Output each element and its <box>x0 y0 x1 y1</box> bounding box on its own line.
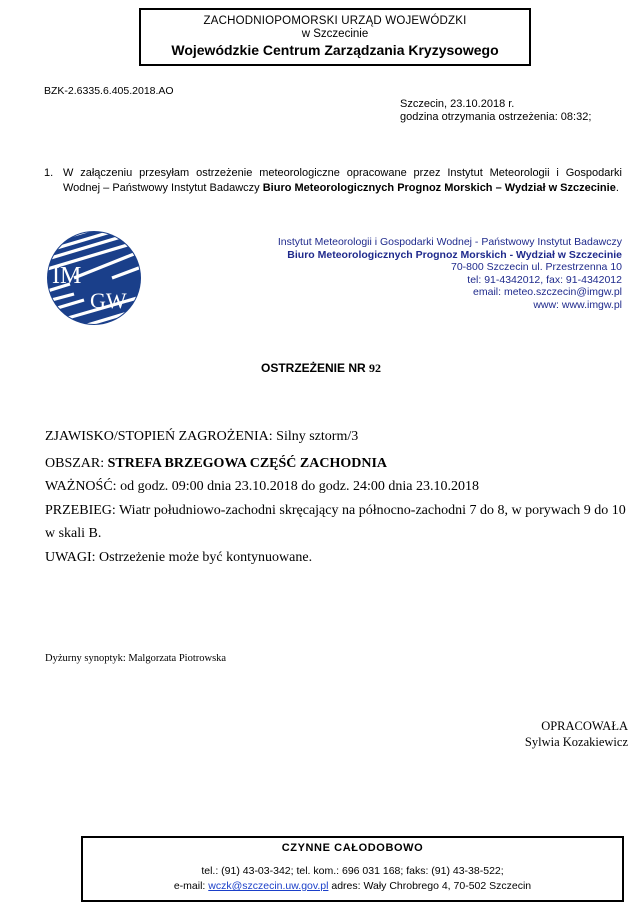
document-reference: BZK-2.6335.6.405.2018.AO <box>44 85 174 97</box>
institute-address: 70-800 Szczecin ul. Przestrzenna 10 <box>450 261 622 274</box>
institute-www[interactable]: www: www.imgw.pl <box>533 298 622 311</box>
notes-label: UWAGI: <box>45 550 96 565</box>
signature-block <box>525 718 628 750</box>
header-box <box>139 8 531 66</box>
institute-block <box>278 236 622 312</box>
intro-text-bold: Biuro Meteorologicznych Prognoz Morskich – Wydział w Szczecinie <box>262 182 616 194</box>
dateline <box>400 98 591 124</box>
notes-value: Ostrzeżenie może być kontynuowane. <box>95 550 313 565</box>
field-phenomenon <box>45 428 630 445</box>
area-label: OBSZAR: <box>45 456 105 471</box>
signature-role: OPRACOWAŁA <box>541 719 628 733</box>
warning-title <box>0 361 642 376</box>
intro-text-part: W załączeniu przesyłam ostrzeżenie meteorologiczne opracowane przez Instytut Meteorologii i Gospodarki Wodnej – Państwowy Instytut Badawczy <box>63 167 622 194</box>
header-center-name: Wojewódzkie Centrum Zarządzania Kryzysowego <box>171 42 499 58</box>
header-office: ZACHODNIOPOMORSKI URZĄD WOJEWÓDZKI <box>203 15 467 27</box>
course-value: Wiatr południowo-zachodni skręcający na północno-zachodni 7 do 8, w porywach 9 do 10 <box>115 503 626 518</box>
institute-bureau: Biuro Meteorologicznych Prognoz Morskich - Wydział w Szczecinie <box>287 248 622 261</box>
footer-contact <box>83 880 622 892</box>
footer-address: adres: Wały Chrobrego 4, 70-502 Szczecin <box>328 880 532 892</box>
duty-forecaster: Dyżurny synoptyk: Malgorzata Piotrowska <box>45 653 227 664</box>
field-notes <box>45 549 630 566</box>
phenomenon-label: ZJAWISKO/STOPIEŃ ZAGROŻENIA: <box>45 429 273 444</box>
footer-phones: tel.: (91) 43-03-342; tel. kom.: 696 031 168; faks: (91) 43-38-522; <box>201 865 504 877</box>
institute-email[interactable]: email: meteo.szczecin@imgw.pl <box>473 286 622 299</box>
warning-title-text: OSTRZEŻENIE NR <box>260 361 369 375</box>
institute-phone: tel: 91-4342012, fax: 91-4342012 <box>467 273 622 286</box>
phenomenon-value: Silny sztorm/3 <box>272 429 359 444</box>
intro-text <box>63 166 622 196</box>
logo-text-gw: GW <box>90 288 127 313</box>
place-date: Szczecin, 23.10.2018 r. <box>400 98 515 110</box>
imgw-logo <box>44 228 144 328</box>
footer-email-link[interactable]: wczk@szczecin.uw.gov.pl <box>208 880 329 892</box>
validity-value: od godz. 09:00 dnia 23.10.2018 do godz. 24:00 dnia 23.10.2018 <box>116 479 479 494</box>
warning-number: 92 <box>369 361 381 375</box>
logo-text-im: IM <box>52 263 82 289</box>
intro-paragraph <box>44 166 622 196</box>
footer-email-label: e-mail: <box>173 880 209 892</box>
field-area <box>45 455 630 472</box>
validity-label: WAŻNOŚĆ: <box>45 479 117 494</box>
course-value-cont: w skali B. <box>45 526 102 541</box>
header-city: w Szczecinie <box>301 28 369 40</box>
signature-name: Sylwia Kozakiewicz <box>524 735 628 749</box>
field-course <box>45 502 630 519</box>
intro-number: 1. <box>44 167 54 179</box>
footer-title: CZYNNE CAŁODOBOWO <box>281 842 424 854</box>
footer-box <box>81 836 624 902</box>
course-label: PRZEBIEG: <box>45 503 116 518</box>
intro-text-end: . <box>615 182 619 194</box>
field-course-cont <box>45 525 630 542</box>
institute-name: Instytut Meteorologii i Gospodarki Wodnej - Państwowy Instytut Badawczy <box>277 236 622 248</box>
area-value: STREFA BRZEGOWA CZĘŚĆ ZACHODNIA <box>104 456 388 471</box>
received-time: godzina otrzymania ostrzeżenia: 08:32; <box>400 111 592 123</box>
field-validity <box>45 478 630 495</box>
